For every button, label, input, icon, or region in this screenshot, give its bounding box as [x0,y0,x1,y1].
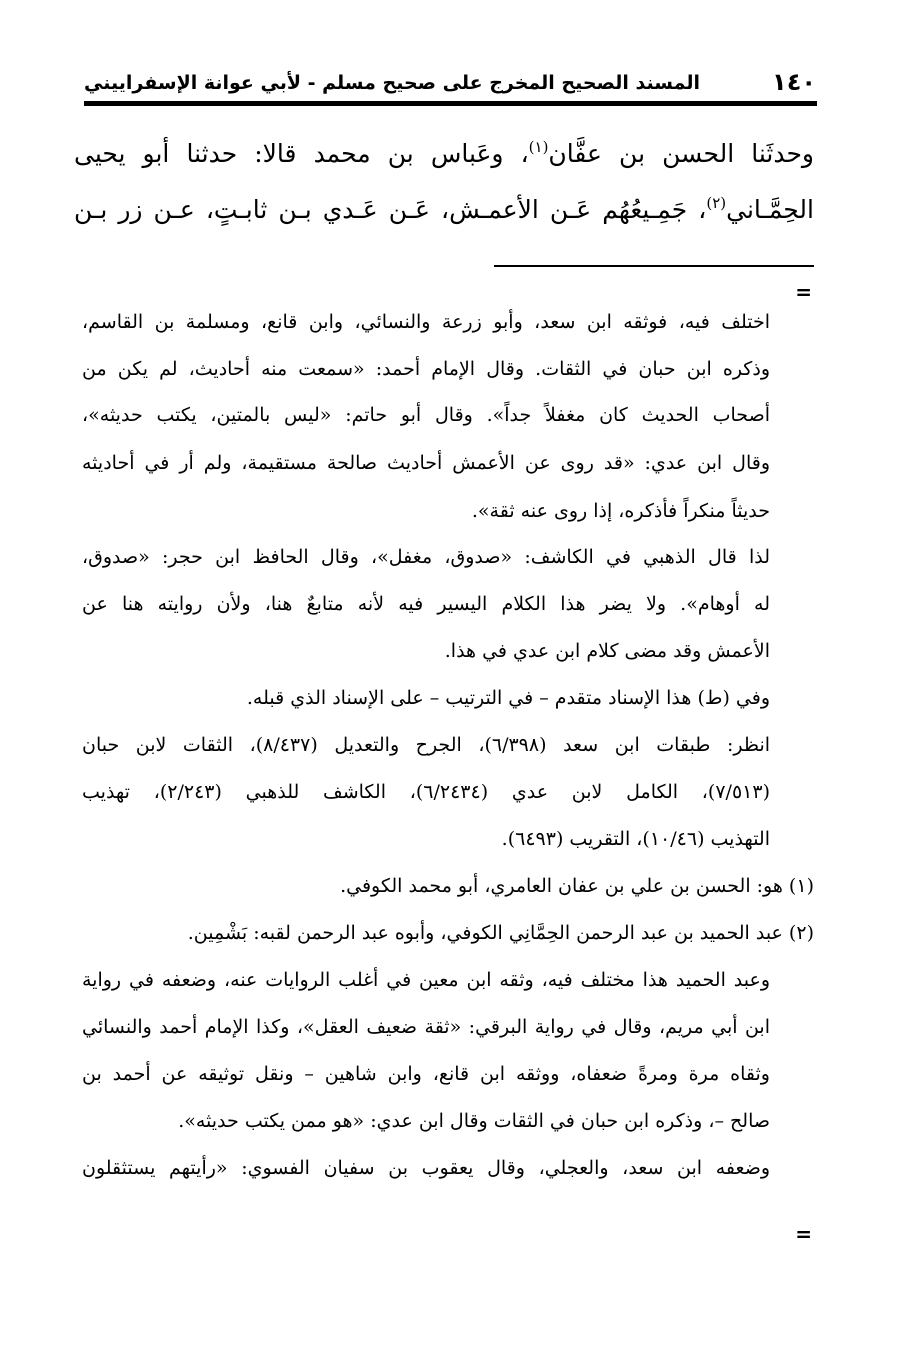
main-text [74,126,814,238]
footnote-1: (١) هو: الحسن بن علي بن عفان العامري، أبو محمد الكوفي. [340,875,814,897]
footnote-ref-1[interactable]: (١) [528,138,549,156]
footnote-cont-line: أصحاب الحديث كان مغفلاً جداً». وقال أبو حاتم: «ليس بالمتين، يكتب حديثه»، [82,404,770,426]
footnote-2-line: صالح –، وذكره ابن حبان في الثقات وقال ابن عدي: «هو ممن يكتب حديثه». [178,1110,770,1132]
header-rule [84,101,817,106]
running-title: المسند الصحيح المخرج على صحيح مسلم - لأبي عوانة الإسفراييني [84,72,700,94]
main-line-2 [74,182,814,238]
page-header [84,68,816,102]
footnote-cont-line: التهذيب (١٠/٤٦)، التقريب (٦٤٩٣). [501,828,770,850]
main-line-1 [74,126,814,182]
footnote-cont-line: الأعمش وقد مضى كلام ابن عدي في هذا. [444,640,770,662]
continuation-mark-bottom: = [795,1222,812,1246]
main-line-1-end: ، وعَباس بن محمد قالا: حدثنا أبو يحيى [74,139,529,168]
main-line-2-end: ، جَمِـيعُهُم عَـن الأعمـش، عَـن عَـدي بـن ثابـتٍ، عـن زر بـن [74,195,707,224]
continuation-mark-top: = [795,280,812,304]
footnote-cont-line: (٧/٥١٣)، الكامل لابن عدي (٦/٢٤٣٤)، الكاشف للذهبي (٢/٢٤٣)، تهذيب [82,781,770,803]
main-line-1-start: وحدثَنا الحسن بن عفَّان [548,139,814,168]
footnote-cont-line: حديثاً منكراً فأذكره، إذا روى عنه ثقة». [471,500,770,522]
page-number: ١٤٠ [772,68,816,96]
footnote-cont-line: اختلف فيه، فوثقه ابن سعد، وأبو زرعة والنسائي، وابن قانع، ومسلمة بن القاسم، [82,311,770,333]
footnote-cont-line: وفي (ط) هذا الإسناد متقدم – في الترتيب – على الإسناد الذي قبله. [246,687,770,709]
footnote-2-line: ابن أبي مريم، وقال في رواية البرقي: «ثقة ضعيف العقل»، وكذا الإمام أحمد والنسائي [82,1016,770,1038]
footnote-2-line: وعبد الحميد هذا مختلف فيه، وثقه ابن معين في أغلب الروايات عنه، وضعفه في رواية [82,969,770,991]
footnote-2-line: وضعفه ابن سعد، والعجلي، وقال يعقوب بن سفيان الفسوي: «رأيتهم يستثقلون [82,1157,770,1179]
footnote-cont-line: وقال ابن عدي: «قد روى عن الأعمش أحاديث صالحة مستقيمة، ولم أر في أحاديثه [82,452,770,474]
footnote-separator [494,265,814,267]
footnote-cont-line: لذا قال الذهبي في الكاشف: «صدوق، مغفل»، وقال الحافظ ابن حجر: «صدوق، [82,546,770,568]
main-line-2-start: الحِمَّـاني [726,195,814,224]
footnote-cont-line: وذكره ابن حبان في الثقات. وقال الإمام أحمد: «سمعت منه أحاديث، لم يكن من [82,358,770,380]
footnote-2: (٢) عبد الحميد بن عبد الرحمن الحِمَّانِي الكوفي، وأبوه عبد الرحمن لقبه: بَشْمِين. [187,922,814,944]
footnote-cont-line: انظر: طبقات ابن سعد (٦/٣٩٨)، الجرح والتعديل (٨/٤٣٧)، الثقات لابن حبان [82,734,770,756]
footnote-2-line: وثقاه مرة ومرةً ضعفاه، ووثقه ابن قانع، وابن شاهين – ونقل توثيقه عن أحمد بن [82,1063,770,1085]
footnote-ref-2[interactable]: (٢) [706,194,727,212]
footnote-cont-line: له أوهام». ولا يضر هذا الكلام اليسير فيه لأنه متابعٌ هنا، ولأن روايته هنا عن [82,593,770,615]
